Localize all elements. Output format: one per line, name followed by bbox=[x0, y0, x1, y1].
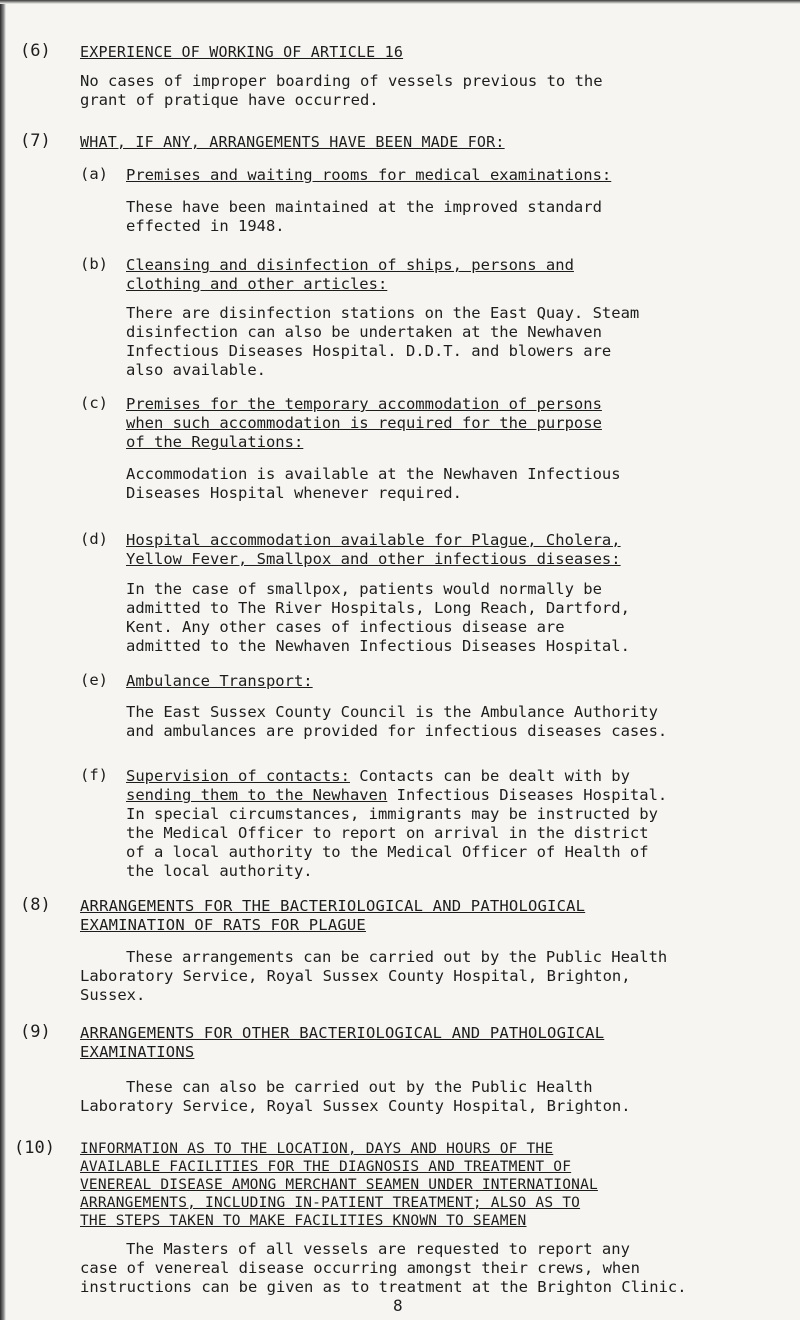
section-10-heading: INFORMATION AS TO THE LOCATION, DAYS AND HOURS OF THE AVAILABLE FACILITIES FOR THE DIAGNOSIS AND TREATMENT OF VENEREAL DISEASE AMONG MERCHANT SEAMEN UNDER INTERNATIONAL ARRANGEMENTS, INCLUDING IN-PATIENT TREATMENT; ALSO AS TO THE STEPS TAKEN TO MAKE FACILITIES KNOWN TO SEAMEN bbox=[80, 1141, 598, 1229]
section-7-heading: WHAT, IF ANY, ARRANGEMENTS HAVE BEEN MADE FOR: bbox=[80, 133, 505, 151]
section-10-number: (10) bbox=[14, 1138, 55, 1158]
item-f-heading-cont: sending them to the Newhaven bbox=[126, 786, 388, 804]
section-6-heading: EXPERIENCE OF WORKING OF ARTICLE 16 bbox=[80, 43, 404, 61]
item-f-body-first: Contacts can be dealt with by bbox=[349, 767, 630, 785]
item-f-body-cont: Infectious Diseases Hospital. bbox=[387, 786, 668, 804]
section-10-body: The Masters of all vessels are requested to report any case of venereal disease occurring amongst their crews, when instructions can be given as to treatment at the Brighton Clinic. bbox=[80, 1240, 687, 1296]
item-f-label: (f) bbox=[80, 766, 108, 784]
item-f-line-2 bbox=[126, 786, 667, 805]
item-c-body: Accommodation is available at the Newhaven Infectious Diseases Hospital whenever required. bbox=[126, 465, 621, 502]
section-8-body: These arrangements can be carried out by the Public Health Laboratory Service, Royal Sussex County Hospital, Brighton, Sussex. bbox=[80, 948, 668, 1004]
item-f-heading: Supervision of contacts: bbox=[126, 767, 350, 785]
item-e-label: (e) bbox=[80, 671, 108, 689]
section-6-number: (6) bbox=[20, 41, 51, 61]
item-e-heading: Ambulance Transport: bbox=[126, 672, 313, 690]
section-7-number: (7) bbox=[20, 131, 51, 151]
item-f-body: In special circumstances, immigrants may be instructed by the Medical Officer to report on arrival in the district of a local authority to the Medical Officer of Health of the local authority. bbox=[126, 805, 658, 880]
item-d-label: (d) bbox=[80, 530, 108, 548]
item-a-label: (a) bbox=[80, 165, 108, 183]
section-9-heading: ARRANGEMENTS FOR OTHER BACTERIOLOGICAL AND PATHOLOGICAL EXAMINATIONS bbox=[80, 1024, 605, 1061]
item-e-body: The East Sussex County Council is the Ambulance Authority and ambulances are provided for infectious diseases cases. bbox=[126, 703, 668, 740]
section-6-body: No cases of improper boarding of vessels previous to the grant of pratique have occurred. bbox=[80, 72, 603, 109]
item-f-line-1 bbox=[126, 767, 630, 786]
item-c-label: (c) bbox=[80, 394, 108, 412]
scan-edge-left bbox=[0, 0, 6, 1320]
page-number: 8 bbox=[393, 1296, 403, 1315]
item-a-heading: Premises and waiting rooms for medical examinations: bbox=[126, 166, 612, 184]
scan-edge-top bbox=[0, 0, 800, 4]
item-d-heading: Hospital accommodation available for Plague, Cholera, Yellow Fever, Smallpox and other infectious diseases: bbox=[126, 531, 621, 568]
item-c-heading: Premises for the temporary accommodation of persons when such accommodation is required for the purpose of the Regulations: bbox=[126, 395, 602, 451]
item-b-heading: Cleansing and disinfection of ships, persons and clothing and other articles: bbox=[126, 256, 574, 293]
section-8-number: (8) bbox=[20, 895, 51, 915]
item-b-label: (b) bbox=[80, 255, 108, 273]
item-b-body: There are disinfection stations on the East Quay. Steam disinfection can also be undertaken at the Newhaven Infectious Diseases Hospital. D.D.T. and blowers are also available. bbox=[126, 304, 640, 379]
section-9-body: These can also be carried out by the Public Health Laboratory Service, Royal Sussex County Hospital, Brighton. bbox=[80, 1078, 631, 1115]
item-a-body: These have been maintained at the improved standard effected in 1948. bbox=[126, 198, 602, 235]
section-9-number: (9) bbox=[20, 1022, 51, 1042]
section-8-heading: ARRANGEMENTS FOR THE BACTERIOLOGICAL AND PATHOLOGICAL EXAMINATION OF RATS FOR PLAGUE bbox=[80, 897, 586, 934]
item-d-body: In the case of smallpox, patients would normally be admitted to The River Hospitals, Long Reach, Dartford, Kent. Any other cases of infectious disease are admitted to the Newhaven Infectious Diseases Hospital. bbox=[126, 580, 630, 655]
